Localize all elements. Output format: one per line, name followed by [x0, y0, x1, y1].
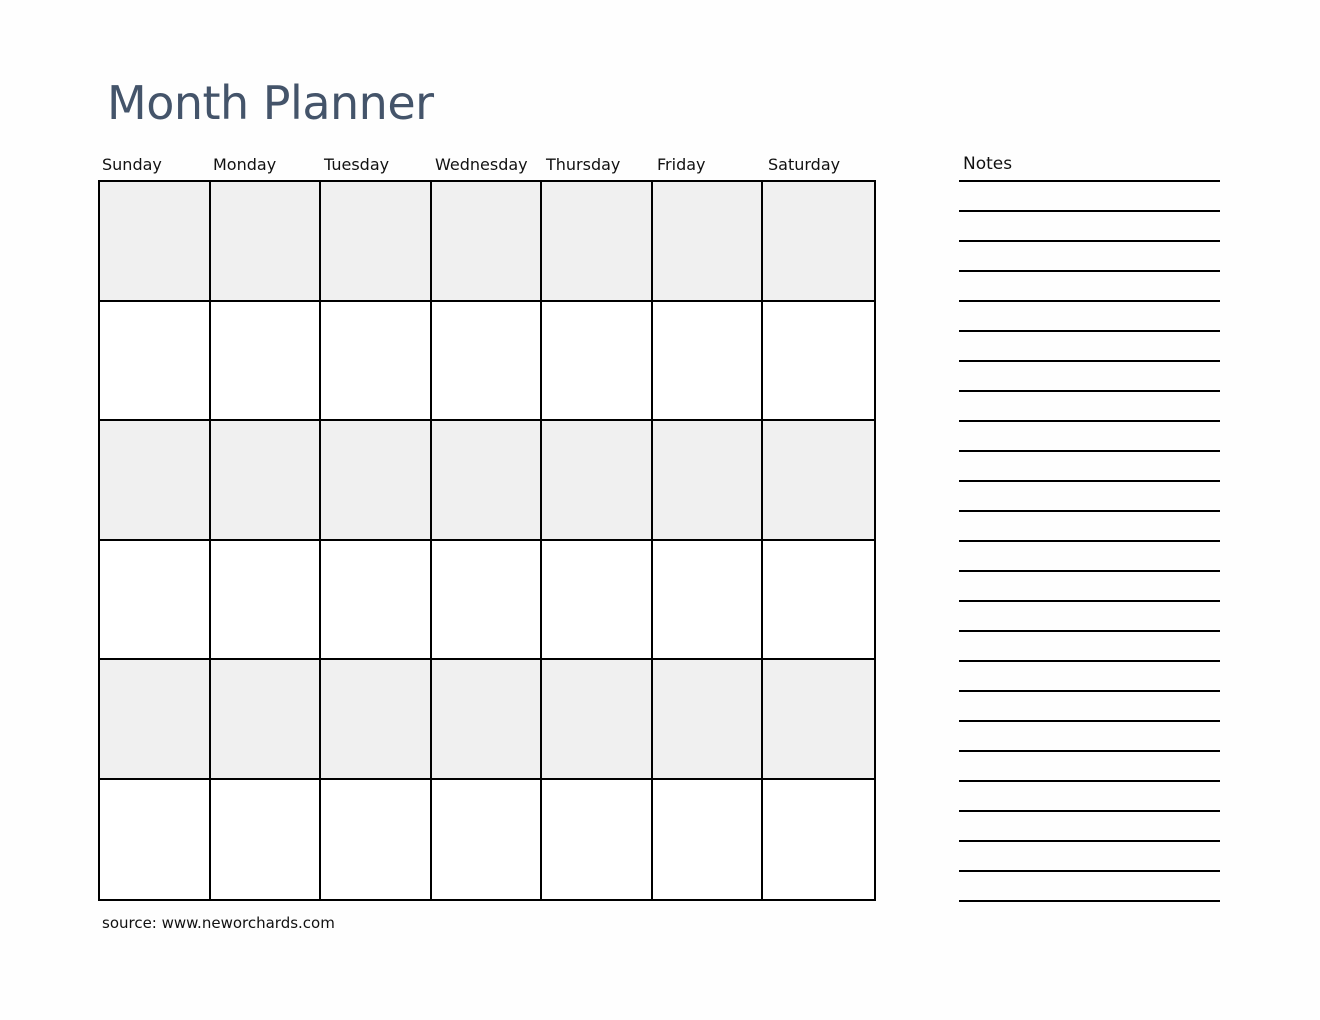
- calendar-cell[interactable]: [542, 182, 653, 302]
- calendar-cell[interactable]: [763, 541, 874, 661]
- calendar-cell[interactable]: [321, 182, 432, 302]
- calendar-cell[interactable]: [542, 421, 653, 541]
- notes-line[interactable]: [959, 750, 1220, 752]
- calendar-cell[interactable]: [211, 660, 322, 780]
- calendar-cell[interactable]: [763, 660, 874, 780]
- notes-line[interactable]: [959, 690, 1220, 692]
- calendar-cell[interactable]: [763, 780, 874, 900]
- calendar-cell[interactable]: [653, 182, 764, 302]
- calendar-cell[interactable]: [542, 660, 653, 780]
- calendar-cell[interactable]: [542, 780, 653, 900]
- calendar-cell[interactable]: [100, 780, 211, 900]
- day-header-saturday: Saturday: [768, 155, 841, 174]
- calendar-grid: [98, 180, 876, 901]
- calendar-cell[interactable]: [653, 421, 764, 541]
- notes-line[interactable]: [959, 300, 1220, 302]
- notes-line[interactable]: [959, 840, 1220, 842]
- calendar-cell[interactable]: [321, 421, 432, 541]
- calendar-cell[interactable]: [321, 302, 432, 422]
- calendar-cell[interactable]: [653, 302, 764, 422]
- notes-line[interactable]: [959, 180, 1220, 182]
- notes-line[interactable]: [959, 720, 1220, 722]
- notes-line[interactable]: [959, 510, 1220, 512]
- calendar-cell[interactable]: [432, 421, 543, 541]
- notes-line[interactable]: [959, 630, 1220, 632]
- notes-line[interactable]: [959, 540, 1220, 542]
- calendar-cell[interactable]: [100, 541, 211, 661]
- notes-line[interactable]: [959, 420, 1220, 422]
- notes-line[interactable]: [959, 870, 1220, 872]
- calendar-cell[interactable]: [763, 302, 874, 422]
- notes-line[interactable]: [959, 270, 1220, 272]
- day-header-tuesday: Tuesday: [324, 155, 390, 174]
- calendar-cell[interactable]: [100, 182, 211, 302]
- calendar-cell[interactable]: [653, 780, 764, 900]
- notes-line[interactable]: [959, 900, 1220, 902]
- notes-line[interactable]: [959, 450, 1220, 452]
- notes-line[interactable]: [959, 780, 1220, 782]
- notes-label: Notes: [963, 154, 1013, 174]
- calendar-cell[interactable]: [211, 421, 322, 541]
- notes-line[interactable]: [959, 570, 1220, 572]
- notes-line[interactable]: [959, 240, 1220, 242]
- calendar-cell[interactable]: [100, 421, 211, 541]
- day-header-thursday: Thursday: [546, 155, 621, 174]
- calendar-cell[interactable]: [321, 780, 432, 900]
- calendar-cell[interactable]: [542, 302, 653, 422]
- page-title: Month Planner: [107, 76, 434, 130]
- calendar-cell[interactable]: [653, 660, 764, 780]
- calendar-cell[interactable]: [211, 302, 322, 422]
- day-header-wednesday: Wednesday: [435, 155, 528, 174]
- calendar-cell[interactable]: [653, 541, 764, 661]
- day-header-sunday: Sunday: [102, 155, 162, 174]
- notes-line[interactable]: [959, 210, 1220, 212]
- calendar-cell[interactable]: [321, 660, 432, 780]
- calendar-cell[interactable]: [432, 182, 543, 302]
- calendar-cell[interactable]: [432, 660, 543, 780]
- day-header-friday: Friday: [657, 155, 706, 174]
- calendar-cell[interactable]: [763, 182, 874, 302]
- calendar-cell[interactable]: [432, 780, 543, 900]
- notes-line[interactable]: [959, 810, 1220, 812]
- calendar-cell[interactable]: [100, 302, 211, 422]
- notes-line[interactable]: [959, 330, 1220, 332]
- calendar-cell[interactable]: [211, 182, 322, 302]
- day-header-monday: Monday: [213, 155, 277, 174]
- calendar-cell[interactable]: [211, 780, 322, 900]
- calendar-cell[interactable]: [432, 541, 543, 661]
- notes-line[interactable]: [959, 480, 1220, 482]
- notes-line[interactable]: [959, 390, 1220, 392]
- notes-line[interactable]: [959, 600, 1220, 602]
- calendar-cell[interactable]: [321, 541, 432, 661]
- calendar-cell[interactable]: [542, 541, 653, 661]
- notes-line[interactable]: [959, 360, 1220, 362]
- source-credit: source: www.neworchards.com: [102, 914, 335, 932]
- calendar-cell[interactable]: [763, 421, 874, 541]
- calendar-cell[interactable]: [432, 302, 543, 422]
- calendar-cell[interactable]: [100, 660, 211, 780]
- calendar-cell[interactable]: [211, 541, 322, 661]
- notes-line[interactable]: [959, 660, 1220, 662]
